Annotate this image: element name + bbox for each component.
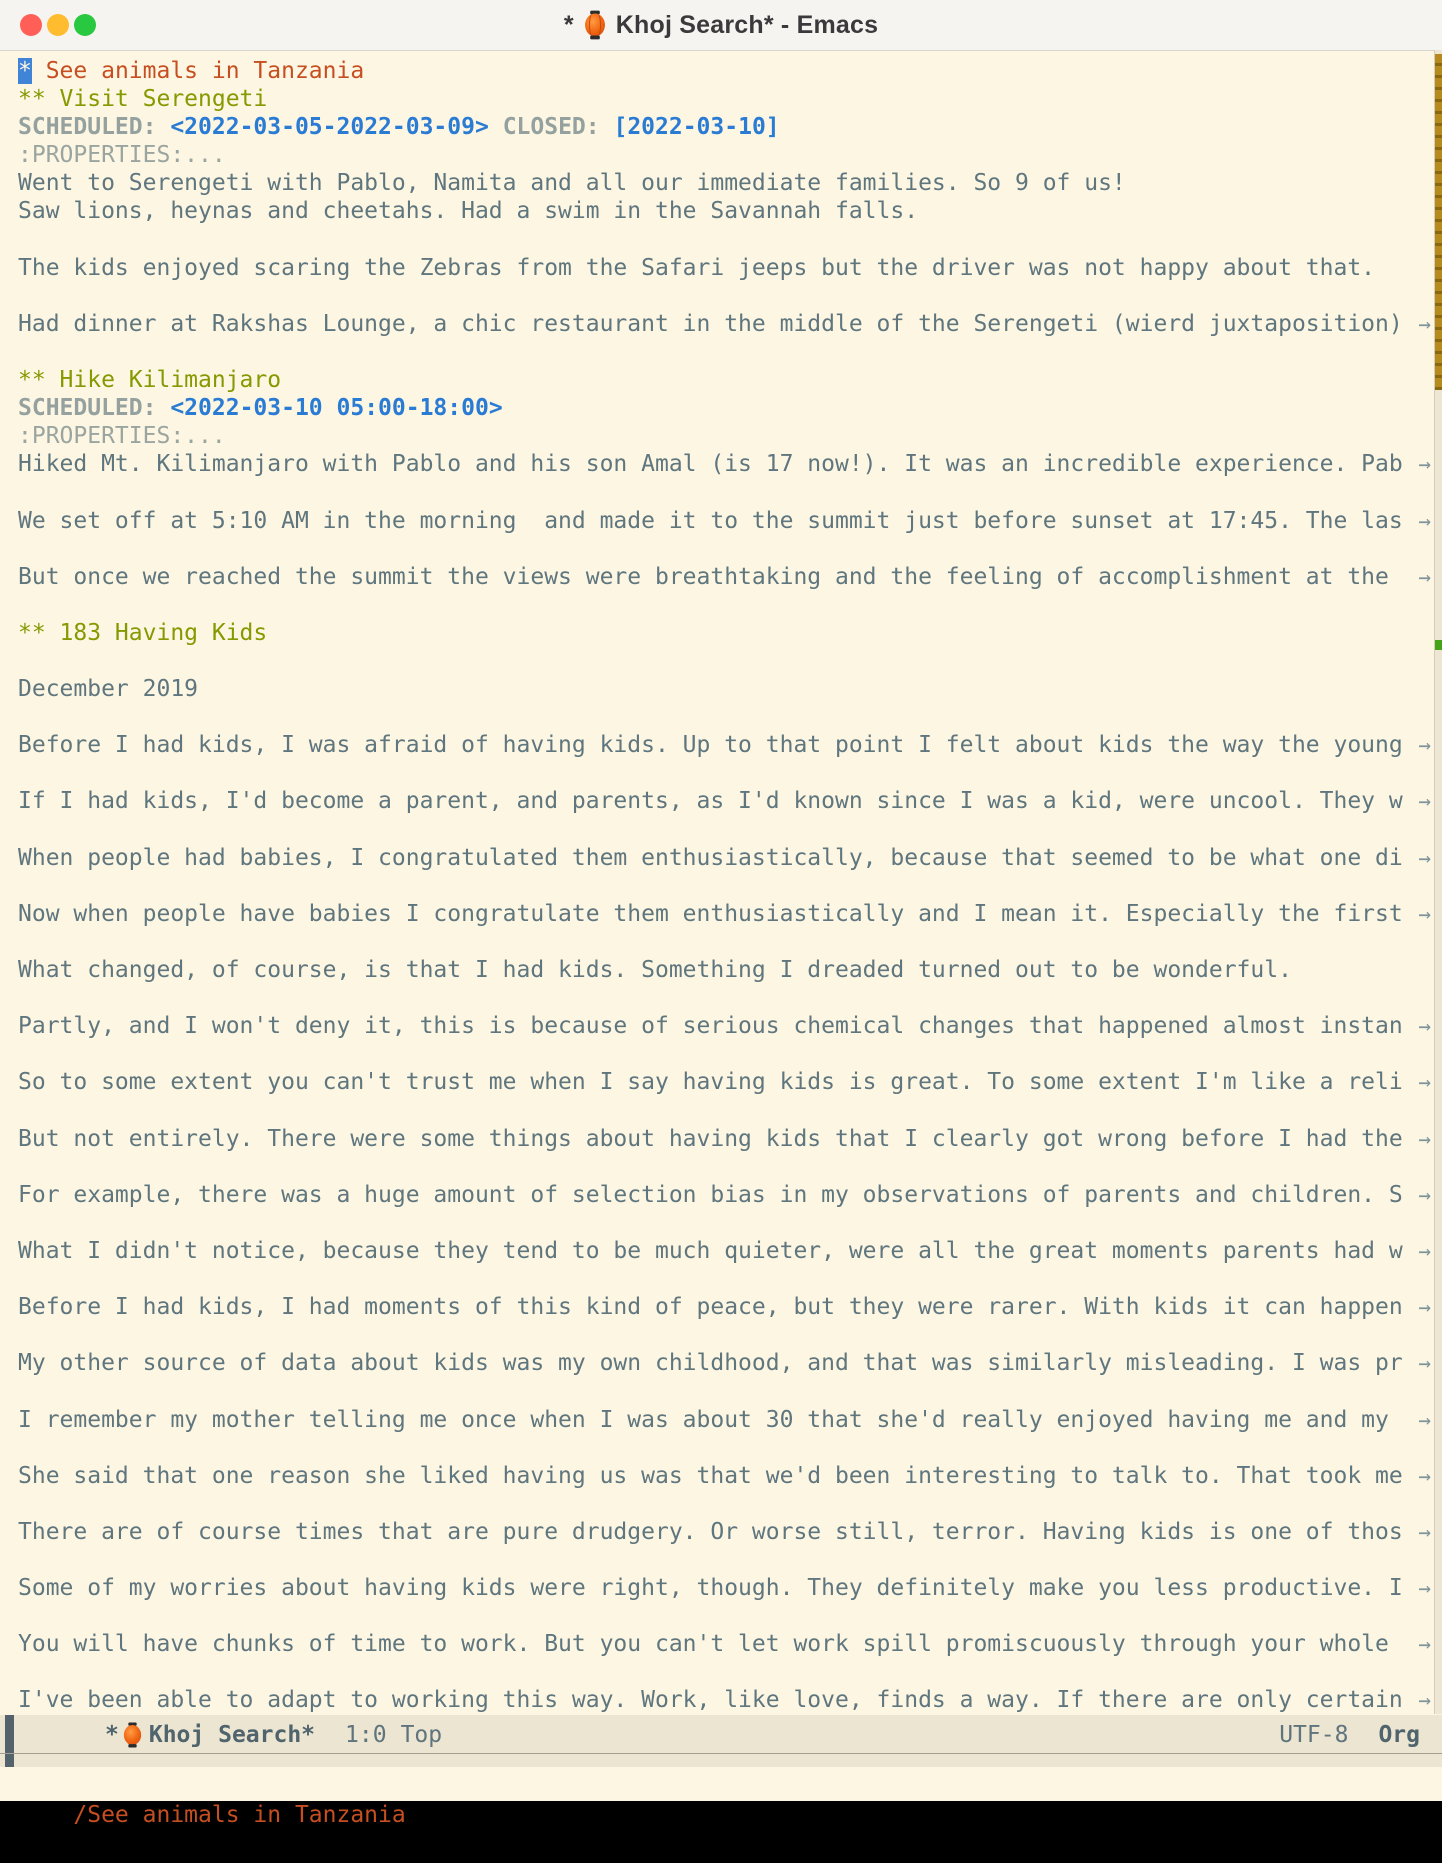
text-segment: She said that one reason she liked having us was that we'd been interesting to talk to. That took me — [18, 1462, 1403, 1489]
title-modified-star: * — [563, 10, 574, 39]
text-segment: What changed, of course, is that I had kids. Something I dreaded turned out to be wonderful. — [18, 957, 1292, 983]
minibuffer[interactable] — [0, 1767, 1442, 1828]
text-segment: SCHEDULED: — [18, 114, 171, 141]
major-mode-indicator[interactable]: Org — [1378, 1721, 1420, 1748]
buffer-name: Khoj Search* — [148, 1721, 316, 1748]
buffer-line[interactable] — [0, 1462, 1442, 1490]
text-segment: Now when people have babies I congratulate them enthusiastically and I mean it. Especially the first — [18, 900, 1403, 927]
text-segment: ** Visit Serengeti — [18, 86, 268, 113]
buffer-line[interactable] — [0, 1265, 1442, 1293]
buffer-line[interactable] — [0, 1012, 1442, 1040]
cursor-position: 1:0 — [345, 1721, 387, 1748]
buffer-line[interactable] — [0, 226, 1442, 254]
buffer-line[interactable] — [0, 1377, 1442, 1405]
line-truncation-arrow-icon: → — [1418, 1351, 1431, 1376]
close-button[interactable] — [20, 14, 42, 36]
line-truncation-arrow-icon: → — [1418, 508, 1431, 533]
text-segment: When people had babies, I congratulated them enthusiastically, because that seemed to be what one di — [18, 844, 1403, 871]
buffer-line[interactable] — [0, 1153, 1442, 1181]
buffer-line[interactable] — [0, 1518, 1442, 1546]
encoding-indicator: UTF-8 — [1279, 1721, 1349, 1748]
lantern-icon — [583, 10, 607, 40]
text-segment — [489, 114, 503, 140]
buffer-text[interactable] — [0, 51, 1442, 1715]
text-segment: I remember my mother telling me once when I was about 30 that she'd really enjoyed having me and my — [18, 1406, 1403, 1433]
buffer-line[interactable] — [0, 1237, 1442, 1265]
buffer-line[interactable] — [0, 535, 1442, 563]
buffer-line[interactable] — [0, 647, 1442, 675]
mode-line-right — [1279, 1722, 1420, 1748]
text-segment: SCHEDULED: — [18, 395, 171, 422]
buffer-line[interactable] — [0, 731, 1442, 759]
buffer-line[interactable] — [0, 478, 1442, 506]
mode-line-left — [105, 1722, 442, 1748]
modified-indicator: * — [105, 1721, 119, 1748]
line-truncation-arrow-icon: → — [1418, 1688, 1431, 1713]
text-segment: December 2019 — [18, 676, 199, 703]
text-segment: What I didn't notice, because they tend to be much quieter, were all the great moments parents had w — [18, 1237, 1403, 1264]
title-bar[interactable] — [0, 0, 1442, 51]
text-segment: But not entirely. There were some things about having kids that I clearly got wrong before I had the — [18, 1125, 1403, 1152]
text-segment: There are of course times that are pure drudgery. Or worse still, terror. Having kids is one of thos — [18, 1518, 1403, 1545]
text-segment: ** Hike Kilimanjaro — [18, 367, 282, 394]
buffer-line[interactable] — [0, 1630, 1442, 1658]
text-segment: <2022-03-10 05:00-18:00> — [170, 395, 503, 422]
line-truncation-arrow-icon: → — [1418, 1519, 1431, 1544]
text-segment: See animals in Tanzania — [31, 58, 365, 84]
buffer-line[interactable] — [0, 1658, 1442, 1686]
buffer-line[interactable] — [0, 816, 1442, 844]
text-segment: But once we reached the summit the views were breathtaking and the feeling of accomplishment at the — [18, 563, 1403, 590]
text-segment: We set off at 5:10 AM in the morning and made it to the summit just before sunset at 17:45. The las — [18, 507, 1403, 534]
scrollbar-mark — [1435, 640, 1442, 650]
buffer-line[interactable] — [0, 1406, 1442, 1434]
text-segment: [2022-03-10] — [613, 114, 780, 141]
buffer-line[interactable] — [0, 394, 1442, 422]
line-truncation-arrow-icon: → — [1418, 1295, 1431, 1320]
text-segment: :PROPERTIES:... — [18, 142, 226, 169]
buffer-line[interactable] — [0, 282, 1442, 310]
line-truncation-arrow-icon: → — [1418, 1070, 1431, 1095]
text-segment: ** 183 Having Kids — [18, 619, 268, 646]
buffer-line[interactable] — [0, 57, 1442, 85]
buffer-line[interactable] — [0, 197, 1442, 225]
text-segment: I've been able to adapt to working this way. Work, like love, finds a way. If there are only certain — [18, 1687, 1403, 1714]
text-segment: Before I had kids, I had moments of this kind of peace, but they were rarer. With kids it can happen — [18, 1294, 1403, 1321]
line-truncation-arrow-icon: → — [1418, 1463, 1431, 1488]
text-segment: Saw lions, heynas and cheetahs. Had a swim in the Savannah falls. — [18, 198, 919, 225]
buffer-line[interactable] — [0, 1181, 1442, 1209]
buffer-line[interactable] — [0, 85, 1442, 113]
text-segment: Had dinner at Rakshas Lounge, a chic restaurant in the middle of the Serengeti (wierd juxtaposition) — [18, 310, 1403, 337]
mode-line — [0, 1715, 1442, 1767]
buffer-line[interactable] — [0, 1068, 1442, 1096]
buffer-line[interactable] — [0, 1321, 1442, 1349]
lantern-icon — [122, 1722, 143, 1748]
buffer-line[interactable] — [0, 338, 1442, 366]
buffer-line[interactable] — [0, 1209, 1442, 1237]
scrollbar-thumb[interactable] — [1435, 54, 1442, 390]
buffer-line[interactable] — [0, 1125, 1442, 1153]
buffer-line[interactable] — [0, 1574, 1442, 1602]
line-truncation-arrow-icon: → — [1418, 1126, 1431, 1151]
text-segment: Hiked Mt. Kilimanjaro with Pablo and his son Amal (is 17 now!). It was an incredible experience. Pab — [18, 451, 1403, 478]
text-cursor: * — [18, 58, 32, 84]
scroll-position: Top — [400, 1721, 443, 1748]
buffer-line[interactable] — [0, 1040, 1442, 1068]
buffer-line[interactable] — [0, 254, 1442, 282]
line-truncation-arrow-icon: → — [1418, 1238, 1431, 1263]
line-truncation-arrow-icon: → — [1418, 1014, 1431, 1039]
minibuffer-text: /See animals in Tanzania — [73, 1801, 406, 1828]
buffer-line[interactable] — [0, 507, 1442, 535]
buffer-line[interactable] — [0, 1349, 1442, 1377]
buffer-line[interactable] — [0, 366, 1442, 394]
line-truncation-arrow-icon: → — [1418, 311, 1431, 336]
line-truncation-arrow-icon: → — [1418, 1632, 1431, 1657]
buffer-line[interactable] — [0, 450, 1442, 478]
text-segment: The kids enjoyed scaring the Zebras from the Safari jeeps but the driver was not happy about that. — [18, 254, 1376, 281]
text-segment: So to some extent you can't trust me when I say having kids is great. To some extent I'm like a reli — [18, 1069, 1403, 1096]
text-segment: <2022-03-05-2022-03-09> — [170, 114, 489, 141]
buffer-line[interactable] — [0, 1490, 1442, 1518]
mode-line-accent-bar — [5, 1715, 14, 1767]
text-segment: For example, there was a huge amount of selection bias in my observations of parents and children. S — [18, 1181, 1403, 1208]
buffer-line[interactable] — [0, 169, 1442, 197]
line-truncation-arrow-icon: → — [1418, 1576, 1431, 1601]
text-segment: If I had kids, I'd become a parent, and parents, as I'd known since I was a kid, were uncool. They w — [18, 788, 1403, 815]
line-truncation-arrow-icon: → — [1418, 733, 1431, 758]
buffer-line[interactable] — [0, 787, 1442, 815]
buffer-line[interactable] — [0, 1434, 1442, 1462]
buffer-line[interactable] — [0, 956, 1442, 984]
buffer-line[interactable] — [0, 703, 1442, 731]
line-truncation-arrow-icon: → — [1418, 901, 1431, 926]
scrollbar[interactable] — [1434, 50, 1442, 1714]
window-title — [564, 10, 878, 40]
text-segment: Before I had kids, I was afraid of having kids. Up to that point I felt about kids the way the young — [18, 732, 1403, 759]
text-segment: You will have chunks of time to work. But you can't let work spill promiscuously through your whole — [18, 1631, 1403, 1658]
line-truncation-arrow-icon: → — [1418, 1407, 1431, 1432]
buffer-line[interactable] — [0, 1686, 1442, 1714]
text-segment: :PROPERTIES:... — [18, 423, 226, 450]
text-segment: Some of my worries about having kids were right, though. They definitely make you less productive. I — [18, 1575, 1403, 1602]
buffer-line[interactable] — [0, 759, 1442, 787]
text-segment: Partly, and I won't deny it, this is because of serious chemical changes that happened almost instan — [18, 1013, 1403, 1040]
line-truncation-arrow-icon: → — [1418, 1182, 1431, 1207]
buffer-line[interactable] — [0, 872, 1442, 900]
buffer-line[interactable] — [0, 563, 1442, 591]
text-segment: My other source of data about kids was my own childhood, and that was similarly misleading. I was pr — [18, 1350, 1403, 1377]
title-text: Khoj Search* - Emacs — [615, 10, 879, 39]
buffer-line[interactable] — [0, 141, 1442, 169]
buffer-line[interactable] — [0, 1293, 1442, 1321]
buffer-line[interactable] — [0, 422, 1442, 450]
buffer-line[interactable] — [0, 844, 1442, 872]
buffer-line[interactable] — [0, 928, 1442, 956]
buffer-line[interactable] — [0, 900, 1442, 928]
text-segment: Went to Serengeti with Pablo, Namita and all our immediate families. So 9 of us! — [18, 170, 1126, 197]
buffer-line[interactable] — [0, 1096, 1442, 1124]
line-truncation-arrow-icon: → — [1418, 452, 1431, 477]
buffer-line[interactable] — [0, 675, 1442, 703]
line-truncation-arrow-icon: → — [1418, 564, 1431, 589]
buffer-line[interactable] — [0, 310, 1442, 338]
text-segment: CLOSED: — [502, 114, 614, 141]
minimize-button[interactable] — [47, 14, 69, 36]
buffer-line[interactable] — [0, 1602, 1442, 1630]
traffic-lights — [20, 0, 96, 50]
buffer-line[interactable] — [0, 113, 1442, 141]
buffer-line[interactable] — [0, 619, 1442, 647]
zoom-button[interactable] — [74, 14, 96, 36]
line-truncation-arrow-icon: → — [1418, 845, 1431, 870]
buffer-line[interactable] — [0, 591, 1442, 619]
line-truncation-arrow-icon: → — [1418, 789, 1431, 814]
buffer-line[interactable] — [0, 984, 1442, 1012]
buffer-line[interactable] — [0, 1546, 1442, 1574]
